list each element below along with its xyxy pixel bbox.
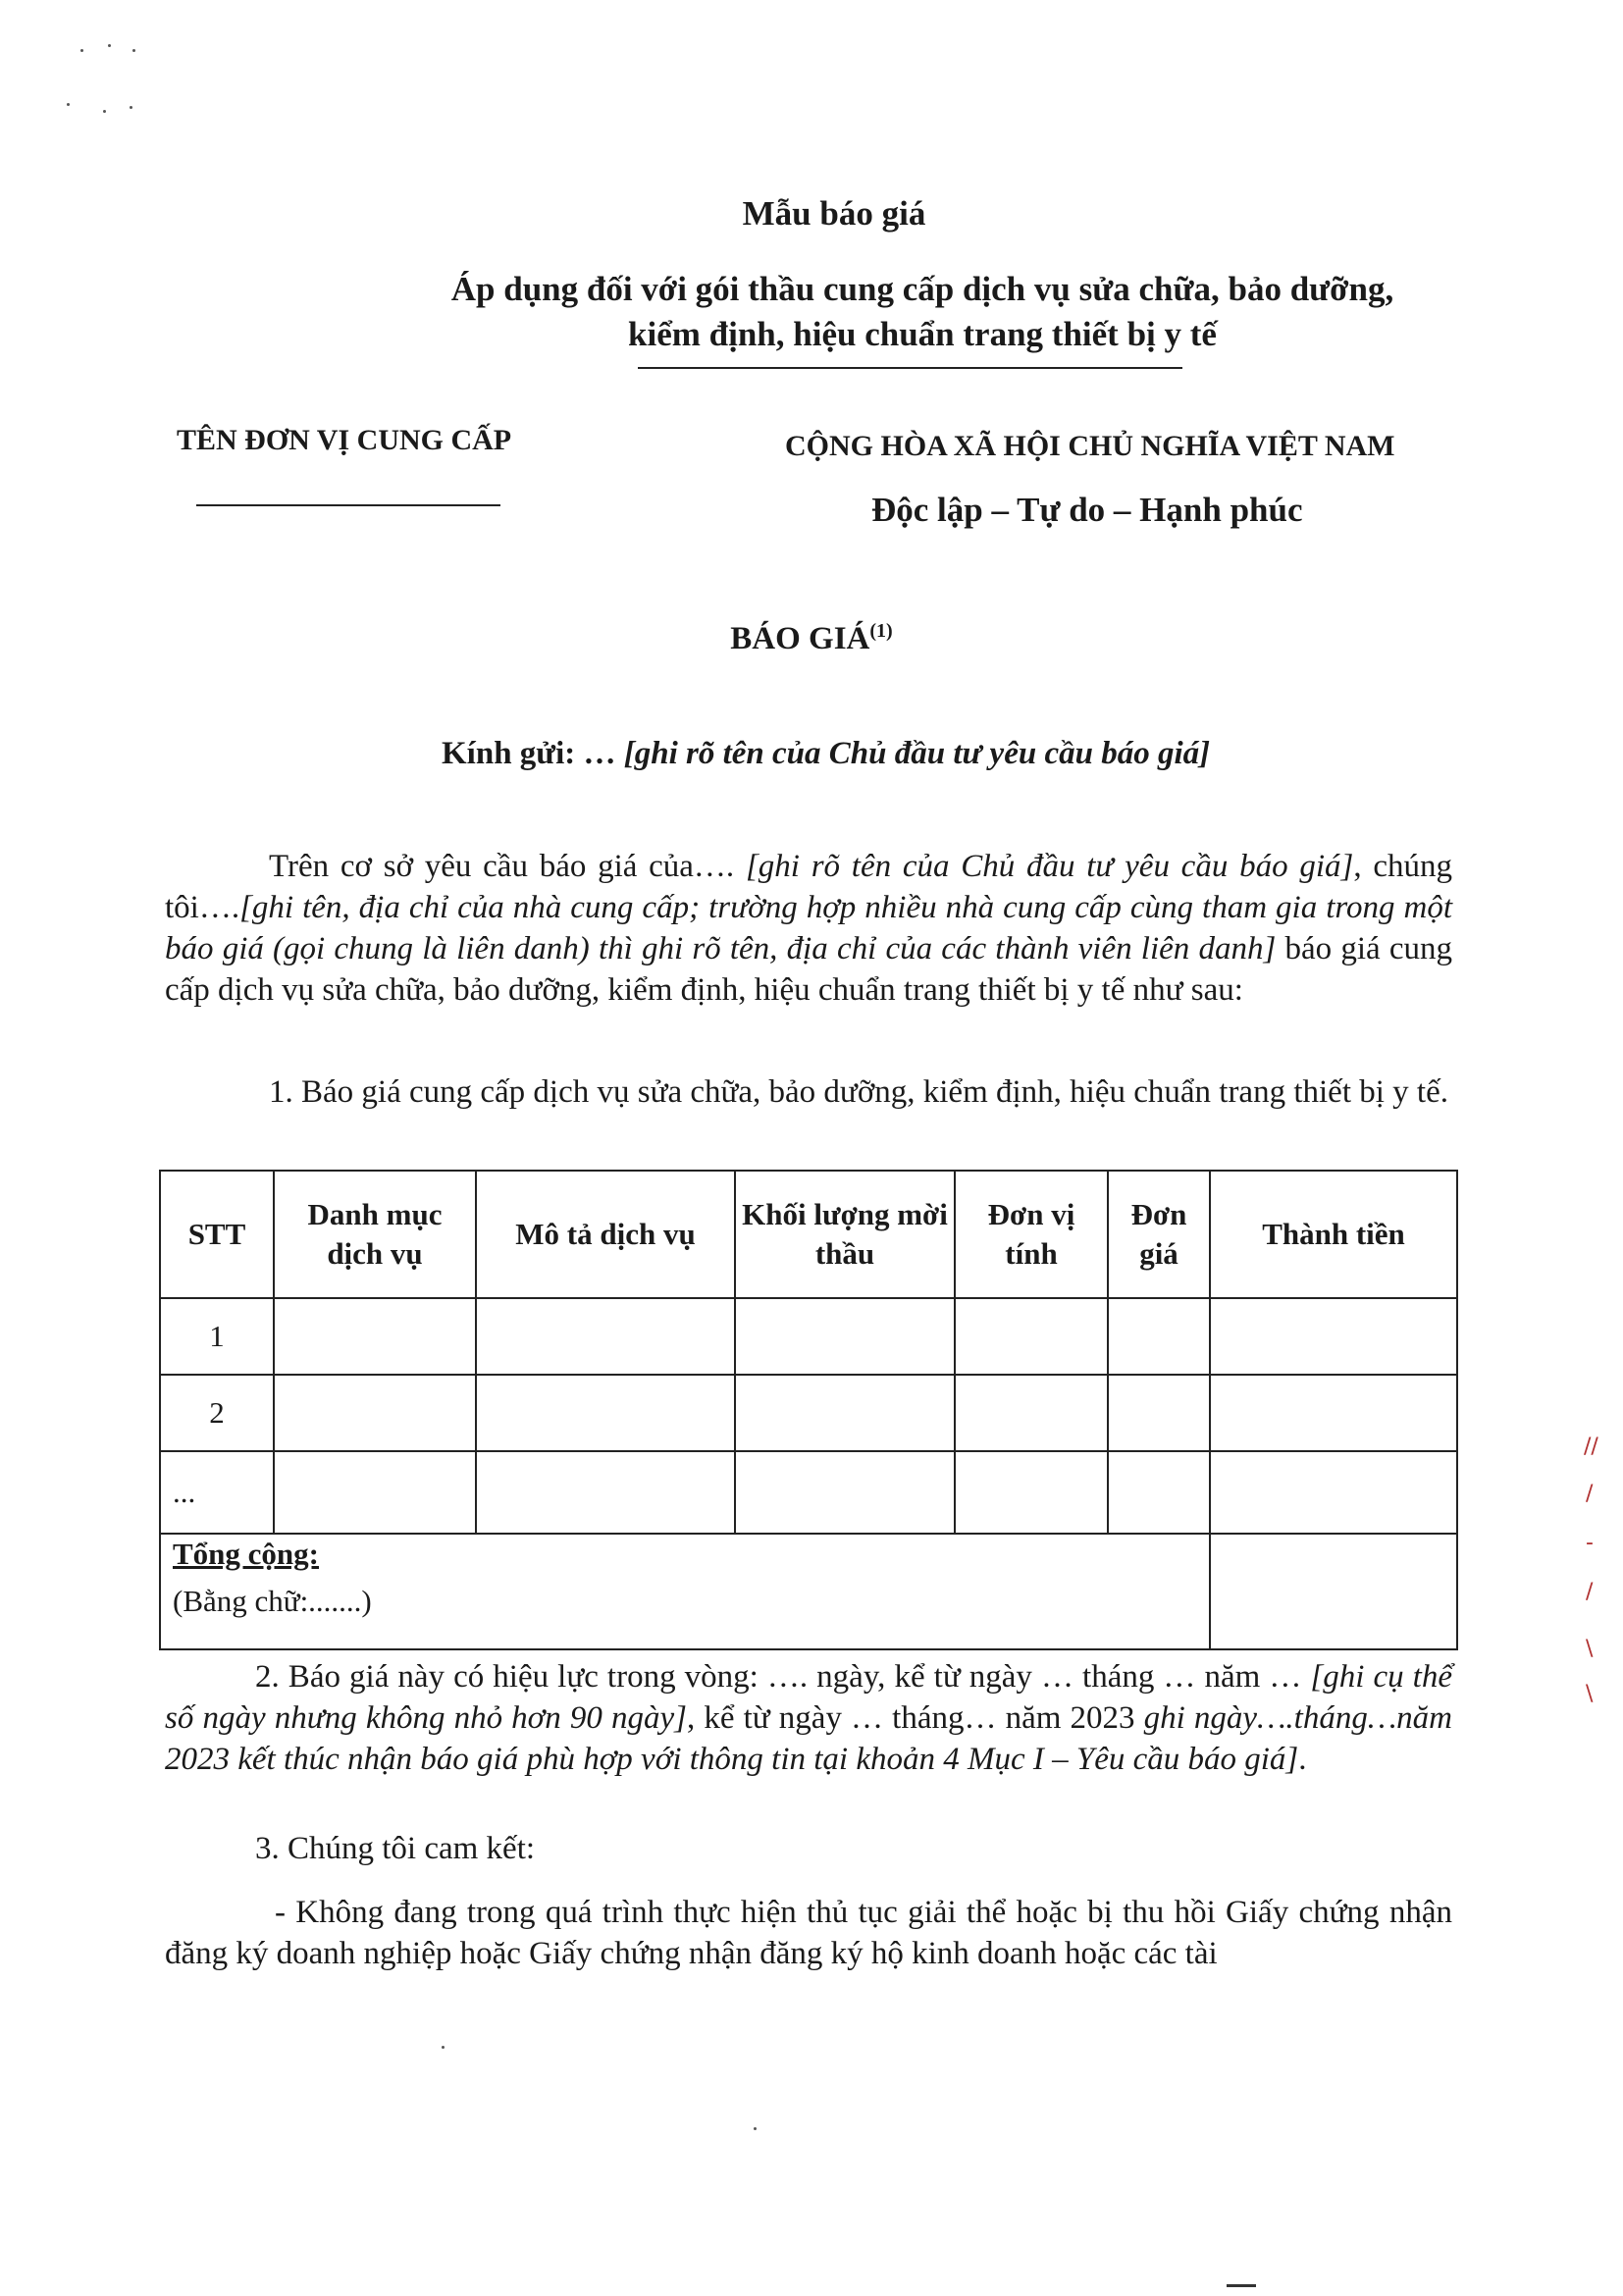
intro-italic-2: [ghi tên, địa chỉ của nhà cung cấp; trường hợp nhiều nhà cung cấp cùng tham gia trong một báo giá (gọi chung là liên danh) thì ghi rõ tên, địa chỉ của các thành viên liên danh] [165, 890, 1452, 966]
scan-speck [67, 103, 70, 106]
total-label: Tổng cộng: [173, 1537, 319, 1571]
cell [1210, 1298, 1457, 1375]
recipient-prefix: Kính gửi: … [442, 736, 624, 771]
margin-stamp-mark: - [1586, 1531, 1594, 1555]
cell [735, 1451, 955, 1534]
scan-speck [130, 106, 132, 109]
apply-line-2: kiểm định, hiệu chuẩn trang thiết bị y tế [628, 315, 1217, 353]
cell [476, 1375, 735, 1451]
quote-table [159, 1170, 1458, 1650]
margin-stamp-mark: / [1586, 1482, 1594, 1506]
cell [955, 1451, 1108, 1534]
cell [955, 1298, 1108, 1375]
cell [1108, 1451, 1210, 1534]
cell [735, 1375, 955, 1451]
scan-speck [442, 2046, 445, 2049]
cell [1108, 1375, 1210, 1451]
doc-title-text: BÁO GIÁ [730, 621, 870, 656]
col-header-amount: Thành tiền [1210, 1171, 1457, 1298]
cell [274, 1375, 476, 1451]
total-in-words: (Bằng chữ:.......) [173, 1584, 372, 1618]
margin-stamp-mark: // [1584, 1435, 1598, 1459]
item-1-paragraph: 1. Báo giá cung cấp dịch vụ sửa chữa, bảo dưỡng, kiểm định, hiệu chuẩn trang thiết bị y tế. [269, 1074, 1448, 1110]
recipient-line [442, 736, 1210, 772]
item-2-italic-1: [ghi cụ thể số ngày nhưng không nhỏ hơn 90 ngày] [165, 1659, 1452, 1736]
provider-underline [196, 504, 500, 506]
table-row [160, 1298, 1457, 1375]
intro-text-3: báo giá cung cấp dịch vụ sửa chữa, bảo dưỡng, kiểm định, hiệu chuẩn trang thiết bị y tế như sau: [165, 931, 1452, 1008]
row-stt: ... [160, 1451, 274, 1534]
margin-stamp-mark: \ [1586, 1637, 1594, 1661]
col-header-service-category: Danh mục dịch vụ [274, 1171, 476, 1298]
scan-speck [108, 44, 111, 47]
col-header-unit-price: Đơn giá [1108, 1171, 1210, 1298]
col-header-service-description: Mô tả dịch vụ [476, 1171, 735, 1298]
cell [955, 1375, 1108, 1451]
cell [1210, 1375, 1457, 1451]
cell [476, 1451, 735, 1534]
total-cell [160, 1534, 1210, 1649]
margin-stamp-mark: / [1586, 1580, 1594, 1604]
table-total-row [160, 1534, 1457, 1649]
cell [274, 1298, 476, 1375]
doc-title [0, 620, 1623, 657]
item-2-text-1: 2. Báo giá này có hiệu lực trong vòng: …. ngày, kể từ ngày … tháng … năm … [255, 1659, 1311, 1695]
cell [735, 1298, 955, 1375]
margin-stamp-mark: \ [1586, 1682, 1594, 1706]
republic-line-2: Độc lập – Tự do – Hạnh phúc [871, 491, 1303, 529]
intro-paragraph [165, 846, 1452, 1011]
header-underline [638, 367, 1182, 369]
intro-text-1: Trên cơ sở yêu cầu báo giá của…. [269, 849, 746, 884]
row-stt: 1 [160, 1298, 274, 1375]
item-3-heading: 3. Chúng tôi cam kết: [255, 1831, 536, 1866]
scan-speck [103, 110, 106, 113]
row-stt: 2 [160, 1375, 274, 1451]
provider-name-label: TÊN ĐƠN VỊ CUNG CẤP [177, 424, 512, 456]
total-amount-cell [1210, 1534, 1457, 1649]
col-header-quantity: Khối lượng mời thầu [735, 1171, 955, 1298]
item-2-text-2: , kể từ ngày … tháng… năm 2023 [687, 1700, 1144, 1736]
cell [1210, 1451, 1457, 1534]
intro-italic-1: [ghi rõ tên của Chủ đầu tư yêu cầu báo giá] [745, 849, 1354, 884]
scan-speck [80, 49, 83, 52]
republic-line-1: CỘNG HÒA XÃ HỘI CHỦ NGHĨA VIỆT NAM [785, 430, 1395, 462]
cell [476, 1298, 735, 1375]
item-2-italic-2: ghi ngày….tháng…năm 2023 kết thúc nhận báo giá phù hợp với thông tin tại khoản 4 Mục I – Yêu cầu báo giá] [165, 1700, 1453, 1777]
col-header-stt: STT [160, 1171, 274, 1298]
table-row [160, 1451, 1457, 1534]
intro-text-2: , chúng tôi…. [165, 849, 1452, 925]
cell [274, 1451, 476, 1534]
recipient-placeholder: [ghi rõ tên của Chủ đầu tư yêu cầu báo giá] [623, 736, 1211, 771]
scan-edge-mark [1227, 2284, 1256, 2287]
item-3-bullet-1: - Không đang trong quá trình thực hiện thủ tục giải thể hoặc bị thu hồi Giấy chứng nhận đăng ký doanh nghiệp hoặc Giấy chứng nhận đăng ký hộ kinh doanh hoặc các tài [165, 1895, 1452, 1971]
item-2-text-3: . [1298, 1742, 1307, 1777]
apply-line-1: Áp dụng đối với gói thầu cung cấp dịch vụ sửa chữa, bảo dưỡng, [450, 270, 1394, 308]
cell [1108, 1298, 1210, 1375]
doc-title-footnote: (1) [869, 620, 893, 642]
item-2-paragraph [165, 1656, 1452, 1780]
scan-speck [132, 49, 135, 52]
table-header-row [160, 1171, 1457, 1298]
scan-speck [754, 2127, 757, 2130]
table-row [160, 1375, 1457, 1451]
form-title: Mẫu báo giá [742, 194, 926, 233]
col-header-unit: Đơn vị tính [955, 1171, 1108, 1298]
